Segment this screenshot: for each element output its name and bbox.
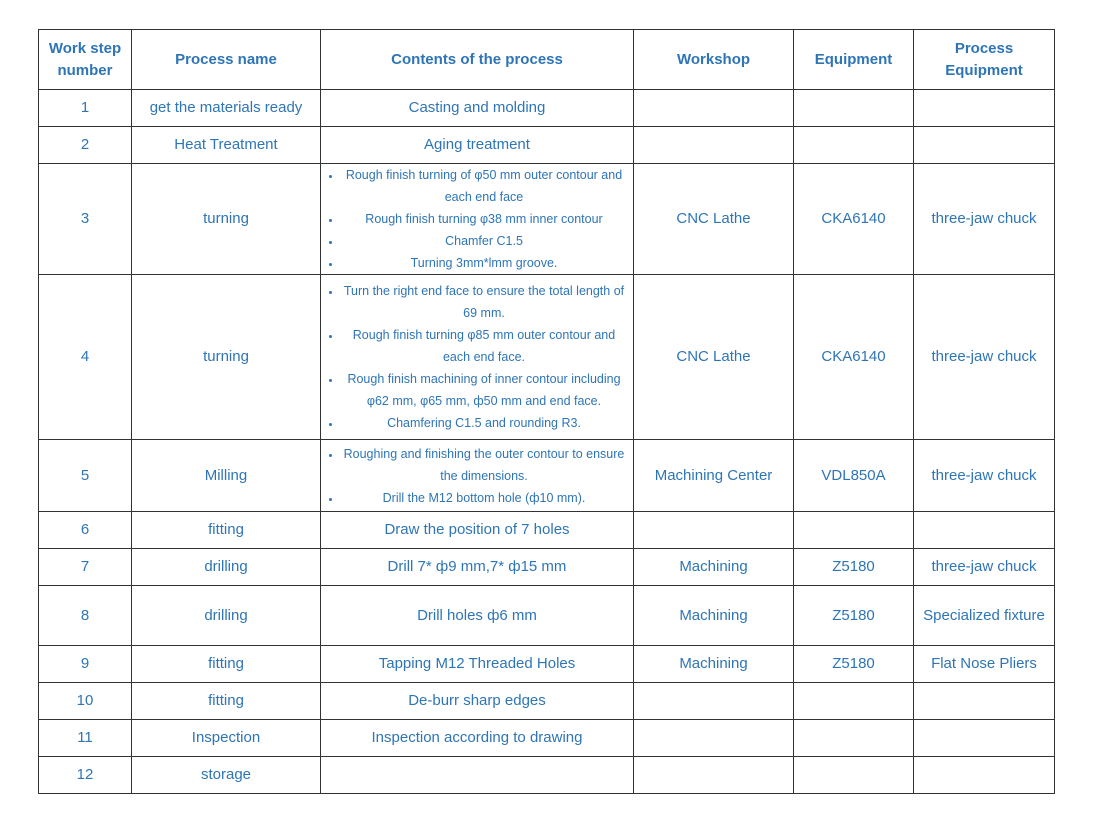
equipment: Z5180 bbox=[794, 549, 914, 586]
equipment bbox=[794, 720, 914, 757]
header-step: Work step number bbox=[39, 30, 132, 90]
workshop bbox=[634, 512, 794, 549]
table-row bbox=[39, 720, 1055, 757]
workshop: Machining bbox=[634, 549, 794, 586]
step-number: 7 bbox=[39, 549, 132, 586]
step-number: 8 bbox=[39, 586, 132, 646]
process-name: storage bbox=[132, 757, 321, 794]
workshop: Machining bbox=[634, 646, 794, 683]
contents-list-item: • Turning 3mm*lmm groove. bbox=[341, 252, 627, 274]
process-equipment: Flat Nose Pliers bbox=[914, 646, 1055, 683]
header-workshop: Workshop bbox=[634, 30, 794, 90]
contents-list-item: • Drill the M12 bottom hole (ф10 mm). bbox=[341, 487, 627, 509]
process-equipment: three-jaw chuck bbox=[914, 164, 1055, 275]
workshop bbox=[634, 127, 794, 164]
header-row bbox=[39, 30, 1055, 90]
table-row bbox=[39, 549, 1055, 586]
process-contents: Casting and molding bbox=[321, 90, 634, 127]
contents-list-item: • Roughing and finishing the outer contour to ensure the dimensions. bbox=[341, 443, 627, 487]
process-contents: Aging treatment bbox=[321, 127, 634, 164]
process-contents: De-burr sharp edges bbox=[321, 683, 634, 720]
step-number: 4 bbox=[39, 275, 132, 440]
table-row bbox=[39, 90, 1055, 127]
process-equipment bbox=[914, 757, 1055, 794]
workshop: CNC Lathe bbox=[634, 275, 794, 440]
step-number: 11 bbox=[39, 720, 132, 757]
process-name: fitting bbox=[132, 683, 321, 720]
process-equipment: three-jaw chuck bbox=[914, 549, 1055, 586]
table-row bbox=[39, 586, 1055, 646]
header-process-name: Process name bbox=[132, 30, 321, 90]
header-equipment: Equipment bbox=[794, 30, 914, 90]
process-name: get the materials ready bbox=[132, 90, 321, 127]
process-name: Inspection bbox=[132, 720, 321, 757]
process-equipment bbox=[914, 683, 1055, 720]
process-name: fitting bbox=[132, 512, 321, 549]
contents-list-item: • Rough finish turning of φ50 mm outer contour and each end face bbox=[341, 164, 627, 208]
step-number: 2 bbox=[39, 127, 132, 164]
process-contents: Draw the position of 7 holes bbox=[321, 512, 634, 549]
process-contents: Drill 7* ф9 mm,7* ф15 mm bbox=[321, 549, 634, 586]
process-name: turning bbox=[132, 164, 321, 275]
table-row bbox=[39, 127, 1055, 164]
process-name: drilling bbox=[132, 549, 321, 586]
process-contents: Drill holes ф6 mm bbox=[321, 586, 634, 646]
process-contents bbox=[321, 275, 634, 440]
table-row bbox=[39, 646, 1055, 683]
process-equipment bbox=[914, 90, 1055, 127]
process-equipment: three-jaw chuck bbox=[914, 440, 1055, 512]
step-number: 5 bbox=[39, 440, 132, 512]
process-equipment bbox=[914, 720, 1055, 757]
workshop bbox=[634, 757, 794, 794]
contents-list-item: • Rough finish turning φ85 mm outer contour and each end face. bbox=[341, 324, 627, 368]
table-row bbox=[39, 275, 1055, 440]
contents-list bbox=[327, 164, 627, 274]
contents-list bbox=[327, 280, 627, 434]
process-contents bbox=[321, 757, 634, 794]
contents-list bbox=[327, 443, 627, 509]
process-equipment: Specialized fixture bbox=[914, 586, 1055, 646]
process-contents bbox=[321, 440, 634, 512]
process-contents: Tapping M12 Threaded Holes bbox=[321, 646, 634, 683]
process-table bbox=[38, 29, 1055, 794]
equipment: CKA6140 bbox=[794, 164, 914, 275]
process-equipment bbox=[914, 512, 1055, 549]
equipment: CKA6140 bbox=[794, 275, 914, 440]
equipment: Z5180 bbox=[794, 646, 914, 683]
table-row bbox=[39, 683, 1055, 720]
process-contents bbox=[321, 164, 634, 275]
process-name: Milling bbox=[132, 440, 321, 512]
step-number: 12 bbox=[39, 757, 132, 794]
step-number: 1 bbox=[39, 90, 132, 127]
equipment bbox=[794, 127, 914, 164]
header-process-equipment: Process Equipment bbox=[914, 30, 1055, 90]
equipment: Z5180 bbox=[794, 586, 914, 646]
process-name: turning bbox=[132, 275, 321, 440]
contents-list-item: • Rough finish turning φ38 mm inner contour bbox=[341, 208, 627, 230]
process-contents: Inspection according to drawing bbox=[321, 720, 634, 757]
header-contents: Contents of the process bbox=[321, 30, 634, 90]
workshop bbox=[634, 90, 794, 127]
process-name: drilling bbox=[132, 586, 321, 646]
step-number: 9 bbox=[39, 646, 132, 683]
process-name: fitting bbox=[132, 646, 321, 683]
table-row bbox=[39, 757, 1055, 794]
workshop bbox=[634, 683, 794, 720]
equipment bbox=[794, 683, 914, 720]
step-number: 6 bbox=[39, 512, 132, 549]
process-equipment: three-jaw chuck bbox=[914, 275, 1055, 440]
workshop bbox=[634, 720, 794, 757]
table-row bbox=[39, 512, 1055, 549]
workshop: Machining bbox=[634, 586, 794, 646]
contents-list-item: • Chamfering C1.5 and rounding R3. bbox=[341, 412, 627, 434]
step-number: 10 bbox=[39, 683, 132, 720]
equipment: VDL850A bbox=[794, 440, 914, 512]
equipment bbox=[794, 90, 914, 127]
contents-list-item: • Rough finish machining of inner contour including φ62 mm, φ65 mm, ф50 mm and end face. bbox=[341, 368, 627, 412]
workshop: Machining Center bbox=[634, 440, 794, 512]
contents-list-item: • Chamfer C1.5 bbox=[341, 230, 627, 252]
equipment bbox=[794, 757, 914, 794]
process-name: Heat Treatment bbox=[132, 127, 321, 164]
process-equipment bbox=[914, 127, 1055, 164]
contents-list-item: • Turn the right end face to ensure the total length of 69 mm. bbox=[341, 280, 627, 324]
workshop: CNC Lathe bbox=[634, 164, 794, 275]
equipment bbox=[794, 512, 914, 549]
table-row bbox=[39, 440, 1055, 512]
table-row bbox=[39, 164, 1055, 275]
step-number: 3 bbox=[39, 164, 132, 275]
